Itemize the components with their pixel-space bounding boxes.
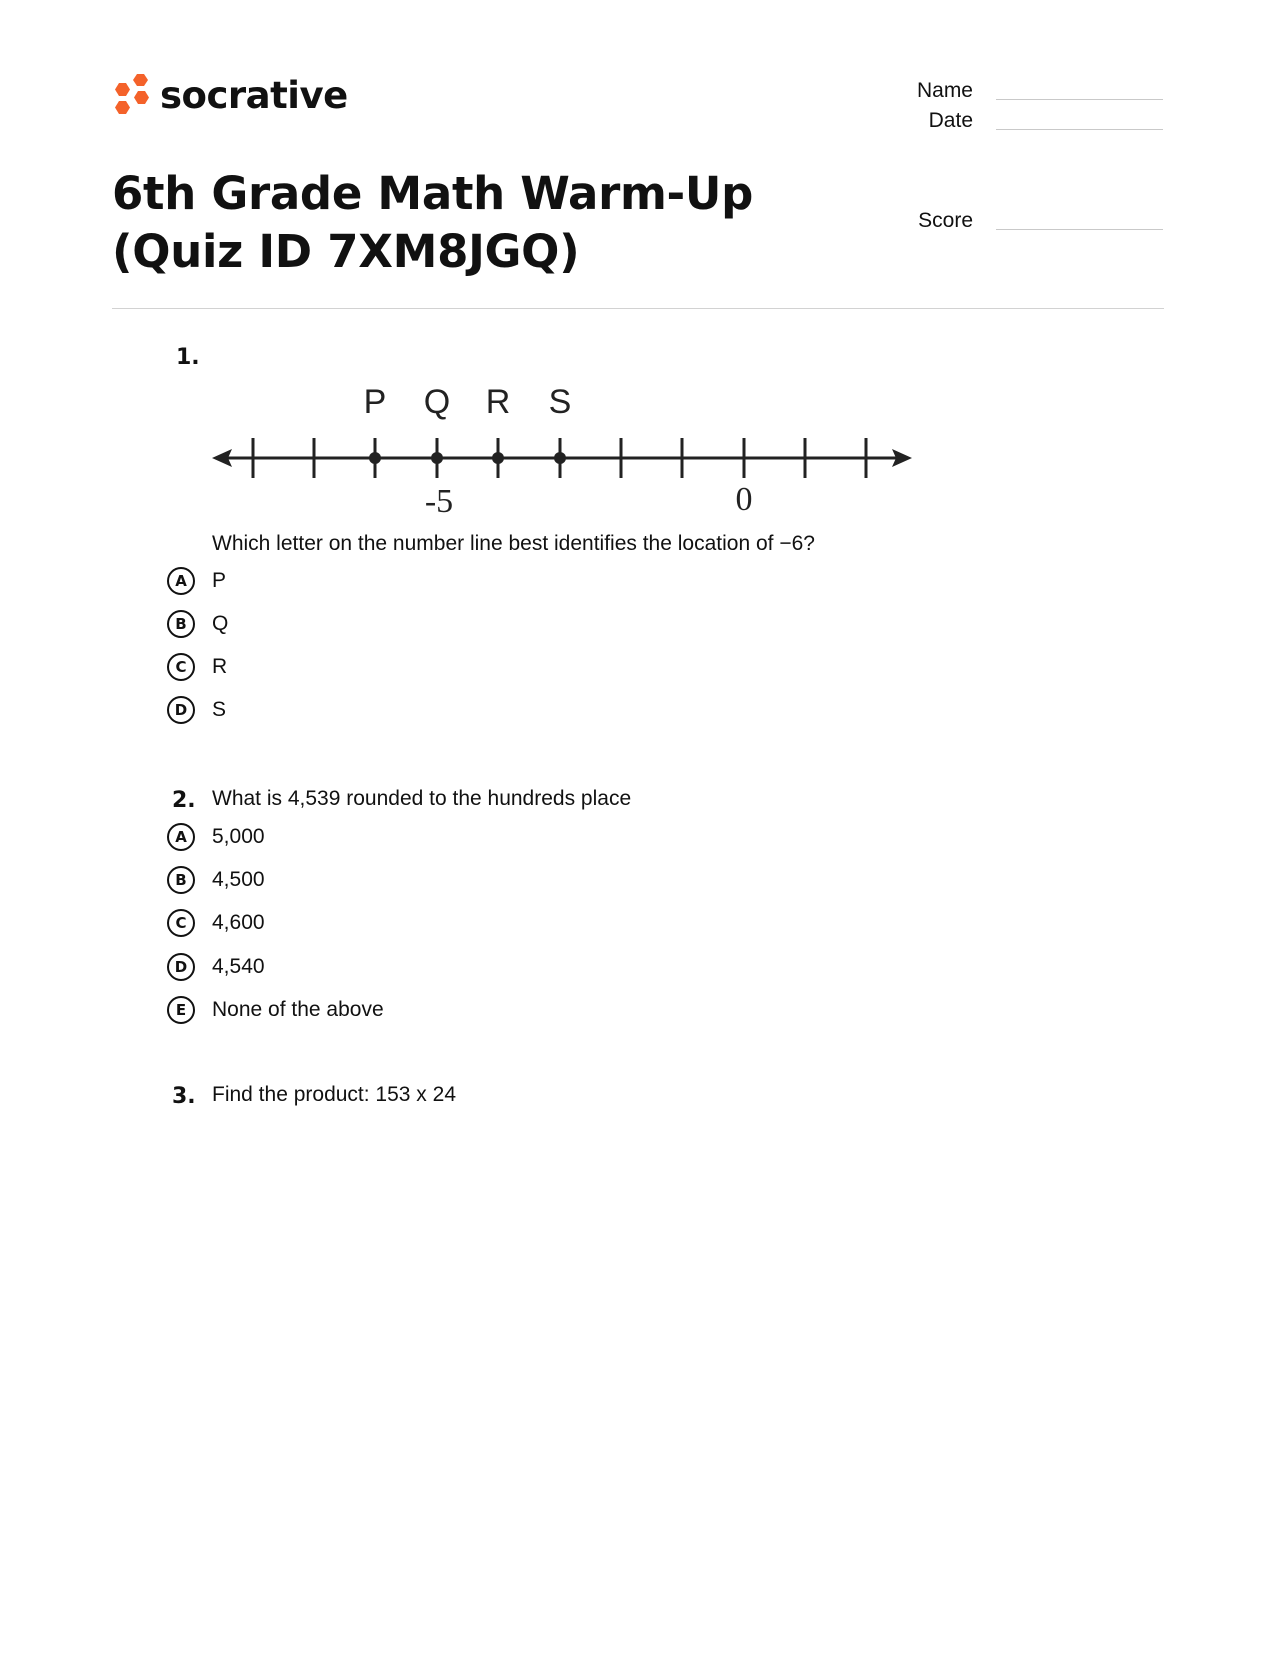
answer-option-a[interactable]: [167, 823, 767, 857]
svg-text:S: S: [548, 383, 572, 421]
svg-text:P: P: [363, 383, 387, 421]
option-bubble[interactable]: E: [167, 996, 195, 1024]
header-divider: [112, 308, 1164, 309]
svg-text:Q: Q: [423, 383, 451, 421]
question-number: 1.: [176, 345, 200, 370]
question-text: What is 4,539 rounded to the hundreds place: [212, 787, 632, 810]
question-text: Find the product: 153 x 24: [212, 1083, 456, 1106]
answer-option-b[interactable]: [167, 610, 767, 644]
name-field[interactable]: [996, 99, 1163, 100]
option-bubble[interactable]: B: [167, 866, 195, 894]
answer-option-e[interactable]: [167, 996, 767, 1030]
option-text: None of the above: [212, 998, 384, 1021]
option-bubble[interactable]: A: [167, 567, 195, 595]
option-bubble[interactable]: D: [167, 953, 195, 981]
option-text: 4,600: [212, 911, 265, 934]
name-label: Name: [916, 79, 973, 102]
option-text: 5,000: [212, 825, 265, 848]
option-text: R: [212, 655, 228, 678]
score-field[interactable]: [996, 229, 1163, 230]
hexagon-logo-icon: [110, 72, 154, 122]
svg-text:-5: -5: [424, 483, 454, 520]
answer-option-a[interactable]: [167, 567, 767, 601]
brand-name: socrative: [160, 74, 348, 117]
socrative-logo: [110, 72, 348, 124]
question-text: Which letter on the number line best identifies the location of −6?: [212, 532, 815, 555]
option-text: 4,540: [212, 955, 265, 978]
option-bubble[interactable]: C: [167, 653, 195, 681]
svg-text:R: R: [485, 383, 511, 421]
option-bubble[interactable]: C: [167, 909, 195, 937]
date-field[interactable]: [996, 129, 1163, 130]
answer-option-c[interactable]: [167, 909, 767, 943]
option-text: S: [212, 698, 227, 721]
answer-option-d[interactable]: [167, 696, 767, 730]
option-bubble[interactable]: B: [167, 610, 195, 638]
question-number: 3.: [172, 1084, 196, 1109]
number-line-icon: [212, 375, 912, 525]
date-label: Date: [928, 109, 973, 132]
answer-option-c[interactable]: [167, 653, 767, 687]
number-line-figure: [212, 375, 912, 525]
quiz-title: 6th Grade Math Warm-Up (Quiz ID 7XM8JGQ): [112, 167, 754, 278]
option-text: 4,500: [212, 868, 265, 891]
answer-option-b[interactable]: [167, 866, 767, 900]
option-bubble[interactable]: A: [167, 823, 195, 851]
answer-option-d[interactable]: [167, 953, 767, 987]
option-bubble[interactable]: D: [167, 696, 195, 724]
option-text: Q: [212, 612, 229, 635]
option-text: P: [212, 569, 227, 592]
question-number: 2.: [172, 788, 196, 813]
svg-text:0: 0: [735, 481, 753, 518]
score-label: Score: [918, 209, 973, 232]
